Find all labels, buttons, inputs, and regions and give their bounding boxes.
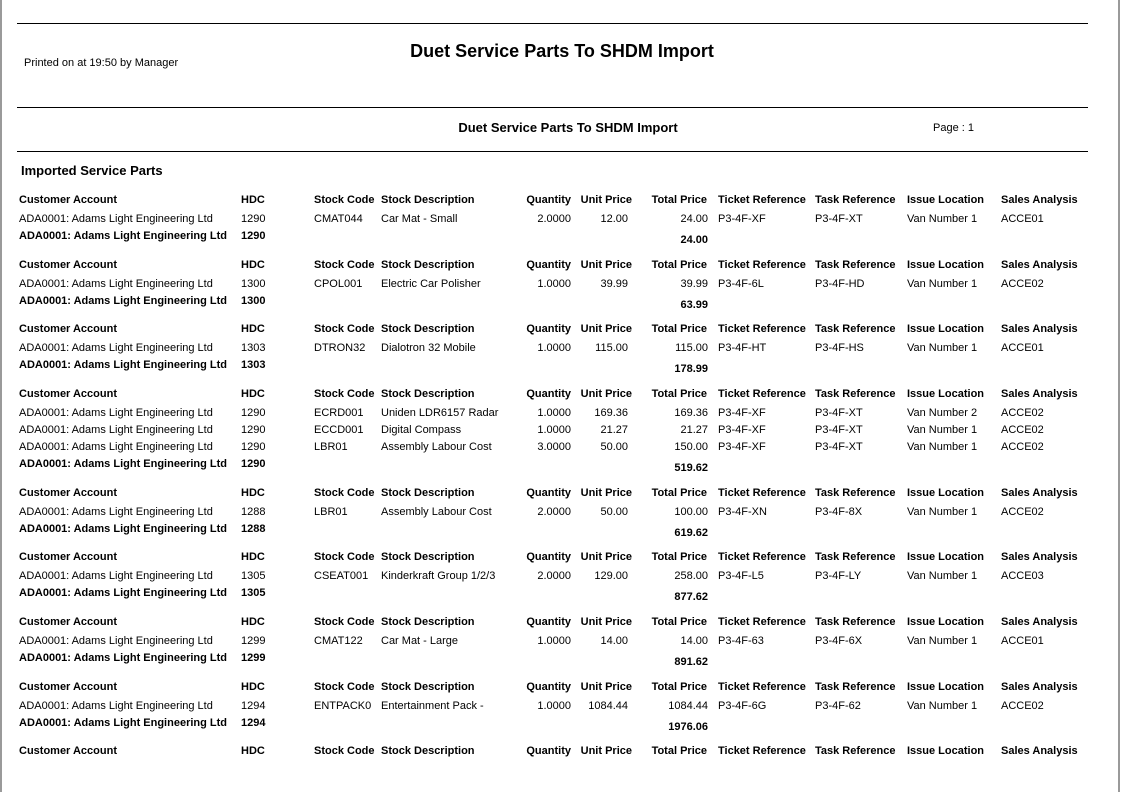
stock-code-cell: CSEAT001 bbox=[314, 570, 369, 583]
ticket-reference-cell: P3-4F-63 bbox=[718, 634, 764, 647]
header-total-price: Total Price bbox=[651, 745, 707, 758]
issue-location-cell: Van Number 1 bbox=[907, 570, 978, 583]
customer-group bbox=[0, 192, 1122, 257]
group-customer-total: ADA0001: Adams Light Engineering Ltd bbox=[19, 230, 228, 242]
header-hdc: HDC bbox=[241, 745, 265, 758]
total-price-cell: 39.99 bbox=[680, 277, 708, 290]
header-unit-price: Unit Price bbox=[580, 615, 632, 628]
table-row bbox=[0, 276, 1122, 293]
quantity-cell: 2.0000 bbox=[537, 570, 571, 583]
header-ticket-reference: Ticket Reference bbox=[718, 486, 806, 499]
hdc-cell: 1305 bbox=[241, 570, 266, 583]
unit-price-cell: 50.00 bbox=[600, 440, 628, 453]
header-total-price: Total Price bbox=[651, 680, 707, 693]
issue-location-cell: Van Number 1 bbox=[907, 342, 978, 355]
header-task-reference: Task Reference bbox=[815, 615, 896, 628]
hdc-cell: 1290 bbox=[241, 406, 266, 419]
header-total-price: Total Price bbox=[651, 258, 707, 271]
total-price-cell: 24.00 bbox=[680, 213, 708, 225]
group-customer-total: ADA0001: Adams Light Engineering Ltd bbox=[19, 587, 228, 600]
unit-price-cell: 129.00 bbox=[594, 570, 628, 583]
header-issue-location: Issue Location bbox=[907, 615, 985, 628]
quantity-cell: 1.0000 bbox=[537, 699, 571, 712]
issue-location-cell: Van Number 1 bbox=[907, 699, 978, 712]
header-total-price: Total Price bbox=[651, 387, 707, 400]
group-running-total: 519.62 bbox=[674, 461, 708, 474]
sales-analysis-cell: ACCE02 bbox=[1001, 505, 1044, 518]
column-header-row bbox=[0, 386, 1122, 405]
unit-price-cell: 115.00 bbox=[595, 342, 628, 355]
ticket-reference-cell: P3-4F-L5 bbox=[718, 570, 764, 583]
customer-account-cell: ADA0001: Adams Light Engineering Ltd bbox=[19, 277, 213, 290]
quantity-cell: 2.0000 bbox=[537, 213, 571, 225]
table-row bbox=[0, 405, 1122, 422]
quantity-cell: 1.0000 bbox=[537, 634, 571, 647]
customer-account-cell: ADA0001: Adams Light Engineering Ltd bbox=[19, 213, 213, 225]
group-hdc-total: 1288 bbox=[241, 522, 266, 535]
header-quantity: Quantity bbox=[526, 194, 571, 206]
table-row bbox=[0, 211, 1122, 228]
page-number: Page : 1 bbox=[933, 122, 974, 134]
header-hdc: HDC bbox=[241, 486, 265, 499]
ticket-reference-cell: P3-4F-XN bbox=[718, 505, 767, 518]
header-total-price: Total Price bbox=[651, 194, 707, 206]
header-customer-account: Customer Account bbox=[19, 551, 117, 564]
group-running-total: 619.62 bbox=[674, 526, 708, 539]
customer-group bbox=[0, 743, 1122, 808]
header-total-price: Total Price bbox=[651, 615, 707, 628]
header-total-price: Total Price bbox=[651, 486, 707, 499]
header-quantity: Quantity bbox=[526, 486, 571, 499]
header-sales-analysis: Sales Analysis bbox=[1001, 615, 1078, 628]
stock-code-cell: ECRD001 bbox=[314, 406, 364, 419]
issue-location-cell: Van Number 1 bbox=[907, 423, 978, 436]
header-task-reference: Task Reference bbox=[815, 745, 896, 758]
header-stock-description: Stock Description bbox=[381, 323, 475, 336]
header-issue-location: Issue Location bbox=[907, 387, 985, 400]
customer-group bbox=[0, 257, 1122, 322]
header-customer-account: Customer Account bbox=[19, 486, 117, 499]
issue-location-cell: Van Number 1 bbox=[907, 213, 978, 225]
group-running-total: 877.62 bbox=[674, 591, 708, 604]
stock-code-cell: ECCD001 bbox=[314, 423, 364, 436]
sales-analysis-cell: ACCE02 bbox=[1001, 406, 1044, 419]
column-header-row bbox=[0, 257, 1122, 276]
sales-analysis-cell: ACCE02 bbox=[1001, 423, 1044, 436]
header-stock-code: Stock Code bbox=[314, 745, 375, 758]
ticket-reference-cell: P3-4F-HT bbox=[718, 342, 767, 355]
stock-description-cell: Car Mat - Small bbox=[381, 213, 458, 225]
group-hdc-total: 1299 bbox=[241, 651, 266, 664]
group-running-total: 24.00 bbox=[680, 234, 708, 246]
header-stock-code: Stock Code bbox=[314, 194, 375, 206]
quantity-cell: 1.0000 bbox=[537, 342, 571, 355]
header-hdc: HDC bbox=[241, 194, 265, 206]
unit-price-cell: 14.00 bbox=[600, 634, 628, 647]
issue-location-cell: Van Number 1 bbox=[907, 505, 978, 518]
header-sales-analysis: Sales Analysis bbox=[1001, 323, 1078, 336]
group-running-total: 178.99 bbox=[674, 363, 708, 376]
header-unit-price: Unit Price bbox=[580, 680, 632, 693]
sales-analysis-cell: ACCE02 bbox=[1001, 440, 1044, 453]
header-stock-description: Stock Description bbox=[381, 486, 475, 499]
hdc-cell: 1294 bbox=[241, 699, 266, 712]
header-quantity: Quantity bbox=[526, 745, 571, 758]
stock-description-cell: Car Mat - Large bbox=[381, 634, 459, 647]
section-title: Imported Service Parts bbox=[21, 163, 163, 178]
stock-description-cell: Uniden LDR6157 Radar bbox=[381, 406, 499, 419]
table-row bbox=[0, 422, 1122, 439]
header-quantity: Quantity bbox=[526, 387, 571, 400]
header-ticket-reference: Ticket Reference bbox=[718, 551, 806, 564]
header-ticket-reference: Ticket Reference bbox=[718, 387, 806, 400]
group-hdc-total: 1294 bbox=[241, 716, 266, 729]
task-reference-cell: P3-4F-XT bbox=[815, 440, 863, 453]
header-stock-code: Stock Code bbox=[314, 680, 375, 693]
header-ticket-reference: Ticket Reference bbox=[718, 323, 806, 336]
group-customer-total: ADA0001: Adams Light Engineering Ltd bbox=[19, 716, 228, 729]
column-header-row bbox=[0, 192, 1122, 211]
header-stock-code: Stock Code bbox=[314, 258, 375, 271]
hdc-cell: 1300 bbox=[241, 277, 266, 290]
group-total-row bbox=[0, 585, 1122, 602]
header-stock-code: Stock Code bbox=[314, 387, 375, 400]
total-price-cell: 21.27 bbox=[680, 423, 708, 436]
header-customer-account: Customer Account bbox=[19, 323, 117, 336]
header-ticket-reference: Ticket Reference bbox=[718, 615, 806, 628]
total-price-cell: 150.00 bbox=[674, 440, 708, 453]
header-unit-price: Unit Price bbox=[580, 486, 632, 499]
stock-description-cell: Electric Car Polisher bbox=[381, 277, 481, 290]
header-customer-account: Customer Account bbox=[19, 258, 117, 271]
table-row bbox=[0, 439, 1122, 456]
header-unit-price: Unit Price bbox=[580, 258, 632, 271]
stock-code-cell: ENTPACK0 bbox=[314, 699, 372, 712]
header-issue-location: Issue Location bbox=[907, 745, 985, 758]
group-total-row bbox=[0, 521, 1122, 538]
header-task-reference: Task Reference bbox=[815, 323, 896, 336]
header-task-reference: Task Reference bbox=[815, 194, 896, 206]
header-issue-location: Issue Location bbox=[907, 551, 985, 564]
table-row bbox=[0, 633, 1122, 650]
column-header-row bbox=[0, 614, 1122, 633]
header-issue-location: Issue Location bbox=[907, 323, 985, 336]
group-total-row bbox=[0, 293, 1122, 310]
customer-account-cell: ADA0001: Adams Light Engineering Ltd bbox=[19, 423, 213, 436]
header-stock-description: Stock Description bbox=[381, 680, 475, 693]
customer-account-cell: ADA0001: Adams Light Engineering Ltd bbox=[19, 570, 213, 583]
stock-description-cell: Digital Compass bbox=[381, 423, 462, 436]
header-hdc: HDC bbox=[241, 258, 265, 271]
customer-account-cell: ADA0001: Adams Light Engineering Ltd bbox=[19, 406, 213, 419]
customer-group bbox=[0, 386, 1122, 485]
group-customer-total: ADA0001: Adams Light Engineering Ltd bbox=[19, 522, 228, 535]
task-reference-cell: P3-4F-XT bbox=[815, 423, 863, 436]
page-subtitle: Duet Service Parts To SHDM Import bbox=[458, 120, 678, 135]
ticket-reference-cell: P3-4F-XF bbox=[718, 406, 766, 419]
quantity-cell: 1.0000 bbox=[537, 277, 571, 290]
hdc-cell: 1290 bbox=[241, 440, 266, 453]
task-reference-cell: P3-4F-6X bbox=[815, 634, 863, 647]
table-row bbox=[0, 504, 1122, 521]
header-hdc: HDC bbox=[241, 551, 265, 564]
customer-account-cell: ADA0001: Adams Light Engineering Ltd bbox=[19, 440, 213, 453]
group-hdc-total: 1290 bbox=[241, 230, 266, 242]
customer-account-cell: ADA0001: Adams Light Engineering Ltd bbox=[19, 699, 213, 712]
stock-code-cell: CPOL001 bbox=[314, 277, 363, 290]
table-row bbox=[0, 698, 1122, 715]
header-sales-analysis: Sales Analysis bbox=[1001, 258, 1078, 271]
task-reference-cell: P3-4F-XT bbox=[815, 406, 863, 419]
header-hdc: HDC bbox=[241, 387, 265, 400]
header-task-reference: Task Reference bbox=[815, 387, 896, 400]
group-customer-total: ADA0001: Adams Light Engineering Ltd bbox=[19, 457, 228, 470]
header-rule bbox=[17, 107, 1088, 108]
header-total-price: Total Price bbox=[651, 551, 707, 564]
header-ticket-reference: Ticket Reference bbox=[718, 680, 806, 693]
stock-description-cell: Dialotron 32 Mobile bbox=[381, 342, 476, 355]
hdc-cell: 1290 bbox=[241, 213, 266, 225]
header-quantity: Quantity bbox=[526, 551, 571, 564]
unit-price-cell: 50.00 bbox=[600, 505, 628, 518]
header-sales-analysis: Sales Analysis bbox=[1001, 387, 1078, 400]
header-stock-description: Stock Description bbox=[381, 615, 475, 628]
column-header-row bbox=[0, 743, 1122, 762]
sales-analysis-cell: ACCE01 bbox=[1001, 634, 1044, 647]
group-running-total: 63.99 bbox=[680, 298, 708, 311]
header-customer-account: Customer Account bbox=[19, 194, 117, 206]
unit-price-cell: 39.99 bbox=[600, 277, 628, 290]
header-ticket-reference: Ticket Reference bbox=[718, 194, 806, 206]
ticket-reference-cell: P3-4F-XF bbox=[718, 213, 766, 225]
hdc-cell: 1299 bbox=[241, 634, 266, 647]
quantity-cell: 1.0000 bbox=[537, 406, 571, 419]
quantity-cell: 2.0000 bbox=[537, 505, 571, 518]
group-total-row bbox=[0, 715, 1122, 732]
group-hdc-total: 1303 bbox=[241, 359, 266, 372]
stock-code-cell: LBR01 bbox=[314, 505, 348, 518]
header-task-reference: Task Reference bbox=[815, 680, 896, 693]
header-unit-price: Unit Price bbox=[580, 387, 632, 400]
issue-location-cell: Van Number 2 bbox=[907, 406, 978, 419]
sales-analysis-cell: ACCE02 bbox=[1001, 277, 1044, 290]
sales-analysis-cell: ACCE03 bbox=[1001, 570, 1044, 583]
total-price-cell: 169.36 bbox=[674, 406, 708, 419]
issue-location-cell: Van Number 1 bbox=[907, 634, 978, 647]
header-stock-description: Stock Description bbox=[381, 258, 475, 271]
customer-group bbox=[0, 485, 1122, 550]
total-price-cell: 14.00 bbox=[680, 634, 708, 647]
stock-description-cell: Assembly Labour Cost bbox=[381, 505, 492, 518]
ticket-reference-cell: P3-4F-XF bbox=[718, 423, 766, 436]
header-issue-location: Issue Location bbox=[907, 486, 985, 499]
header-customer-account: Customer Account bbox=[19, 680, 117, 693]
column-header-row bbox=[0, 549, 1122, 568]
header-issue-location: Issue Location bbox=[907, 258, 985, 271]
customer-group bbox=[0, 679, 1122, 744]
table-row bbox=[0, 340, 1122, 357]
ticket-reference-cell: P3-4F-6L bbox=[718, 277, 764, 290]
header-stock-description: Stock Description bbox=[381, 387, 475, 400]
column-header-row bbox=[0, 485, 1122, 504]
customer-group bbox=[0, 549, 1122, 614]
header-quantity: Quantity bbox=[526, 680, 571, 693]
unit-price-cell: 169.36 bbox=[594, 406, 628, 419]
stock-description-cell: Entertainment Pack - bbox=[381, 699, 484, 712]
sales-analysis-cell: ACCE02 bbox=[1001, 699, 1044, 712]
hdc-cell: 1288 bbox=[241, 505, 266, 518]
group-hdc-total: 1305 bbox=[241, 587, 266, 600]
header-issue-location: Issue Location bbox=[907, 194, 985, 206]
group-total-row bbox=[0, 650, 1122, 667]
customer-account-cell: ADA0001: Adams Light Engineering Ltd bbox=[19, 342, 213, 355]
header-sales-analysis: Sales Analysis bbox=[1001, 551, 1078, 564]
quantity-cell: 1.0000 bbox=[537, 423, 571, 436]
customer-group bbox=[0, 321, 1122, 386]
header-sales-analysis: Sales Analysis bbox=[1001, 745, 1078, 758]
stock-description-cell: Kinderkraft Group 1/2/3 bbox=[381, 570, 496, 583]
sales-analysis-cell: ACCE01 bbox=[1001, 213, 1044, 225]
subheader-rule bbox=[17, 151, 1088, 152]
issue-location-cell: Van Number 1 bbox=[907, 440, 978, 453]
group-customer-total: ADA0001: Adams Light Engineering Ltd bbox=[19, 651, 228, 664]
group-running-total: 1976.06 bbox=[668, 720, 708, 733]
header-task-reference: Task Reference bbox=[815, 258, 896, 271]
header-task-reference: Task Reference bbox=[815, 486, 896, 499]
ticket-reference-cell: P3-4F-6G bbox=[718, 699, 767, 712]
customer-account-cell: ADA0001: Adams Light Engineering Ltd bbox=[19, 505, 213, 518]
header-unit-price: Unit Price bbox=[580, 745, 632, 758]
stock-code-cell: LBR01 bbox=[314, 440, 348, 453]
header-ticket-reference: Ticket Reference bbox=[718, 258, 806, 271]
header-quantity: Quantity bbox=[526, 323, 571, 336]
group-hdc-total: 1290 bbox=[241, 457, 266, 470]
report-body bbox=[0, 192, 1122, 808]
group-total-row bbox=[0, 357, 1122, 374]
unit-price-cell: 12.00 bbox=[600, 213, 628, 225]
header-task-reference: Task Reference bbox=[815, 551, 896, 564]
unit-price-cell: 21.27 bbox=[600, 423, 628, 436]
sales-analysis-cell: ACCE01 bbox=[1001, 342, 1044, 355]
total-price-cell: 100.00 bbox=[674, 505, 708, 518]
header-total-price: Total Price bbox=[651, 323, 707, 336]
task-reference-cell: P3-4F-HS bbox=[815, 342, 864, 355]
header-unit-price: Unit Price bbox=[580, 323, 632, 336]
header-quantity: Quantity bbox=[526, 615, 571, 628]
header-sales-analysis: Sales Analysis bbox=[1001, 680, 1078, 693]
header-quantity: Quantity bbox=[526, 258, 571, 271]
column-header-row bbox=[0, 679, 1122, 698]
quantity-cell: 3.0000 bbox=[537, 440, 571, 453]
task-reference-cell: P3-4F-8X bbox=[815, 505, 863, 518]
total-price-cell: 1084.44 bbox=[668, 699, 708, 712]
group-customer-total: ADA0001: Adams Light Engineering Ltd bbox=[19, 294, 228, 307]
table-row bbox=[0, 568, 1122, 585]
header-hdc: HDC bbox=[241, 680, 265, 693]
group-running-total: 891.62 bbox=[674, 655, 708, 668]
header-stock-code: Stock Code bbox=[314, 615, 375, 628]
group-customer-total: ADA0001: Adams Light Engineering Ltd bbox=[19, 359, 228, 372]
header-ticket-reference: Ticket Reference bbox=[718, 745, 806, 758]
header-issue-location: Issue Location bbox=[907, 680, 985, 693]
header-hdc: HDC bbox=[241, 323, 265, 336]
report-title: Duet Service Parts To SHDM Import bbox=[410, 41, 714, 61]
header-customer-account: Customer Account bbox=[19, 745, 117, 758]
hdc-cell: 1303 bbox=[241, 342, 266, 355]
group-total-row bbox=[0, 228, 1122, 245]
header-sales-analysis: Sales Analysis bbox=[1001, 194, 1078, 206]
header-sales-analysis: Sales Analysis bbox=[1001, 486, 1078, 499]
customer-account-cell: ADA0001: Adams Light Engineering Ltd bbox=[19, 634, 213, 647]
stock-description-cell: Assembly Labour Cost bbox=[381, 440, 492, 453]
header-stock-code: Stock Code bbox=[314, 551, 375, 564]
header-stock-description: Stock Description bbox=[381, 745, 475, 758]
column-header-row bbox=[0, 321, 1122, 340]
task-reference-cell: P3-4F-HD bbox=[815, 277, 865, 290]
hdc-cell: 1290 bbox=[241, 423, 266, 436]
stock-code-cell: CMAT044 bbox=[314, 213, 363, 225]
header-customer-account: Customer Account bbox=[19, 615, 117, 628]
header-stock-description: Stock Description bbox=[381, 194, 475, 206]
task-reference-cell: P3-4F-62 bbox=[815, 699, 861, 712]
header-unit-price: Unit Price bbox=[580, 194, 632, 206]
total-price-cell: 258.00 bbox=[674, 570, 708, 583]
unit-price-cell: 1084.44 bbox=[588, 699, 628, 712]
task-reference-cell: P3-4F-XT bbox=[815, 213, 863, 225]
header-stock-code: Stock Code bbox=[314, 323, 375, 336]
ticket-reference-cell: P3-4F-XF bbox=[718, 440, 766, 453]
stock-code-cell: DTRON32 bbox=[314, 342, 366, 355]
group-hdc-total: 1300 bbox=[241, 294, 266, 307]
header-stock-description: Stock Description bbox=[381, 551, 475, 564]
header-stock-code: Stock Code bbox=[314, 486, 375, 499]
customer-group bbox=[0, 614, 1122, 679]
issue-location-cell: Van Number 1 bbox=[907, 277, 978, 290]
header-customer-account: Customer Account bbox=[19, 387, 117, 400]
group-total-row bbox=[0, 456, 1122, 473]
header-hdc: HDC bbox=[241, 615, 265, 628]
total-price-cell: 115.00 bbox=[675, 342, 708, 355]
top-rule bbox=[17, 23, 1088, 24]
printed-on-label: Printed on at 19:50 by Manager bbox=[24, 57, 179, 69]
stock-code-cell: CMAT122 bbox=[314, 634, 363, 647]
header-unit-price: Unit Price bbox=[580, 551, 632, 564]
task-reference-cell: P3-4F-LY bbox=[815, 570, 862, 583]
